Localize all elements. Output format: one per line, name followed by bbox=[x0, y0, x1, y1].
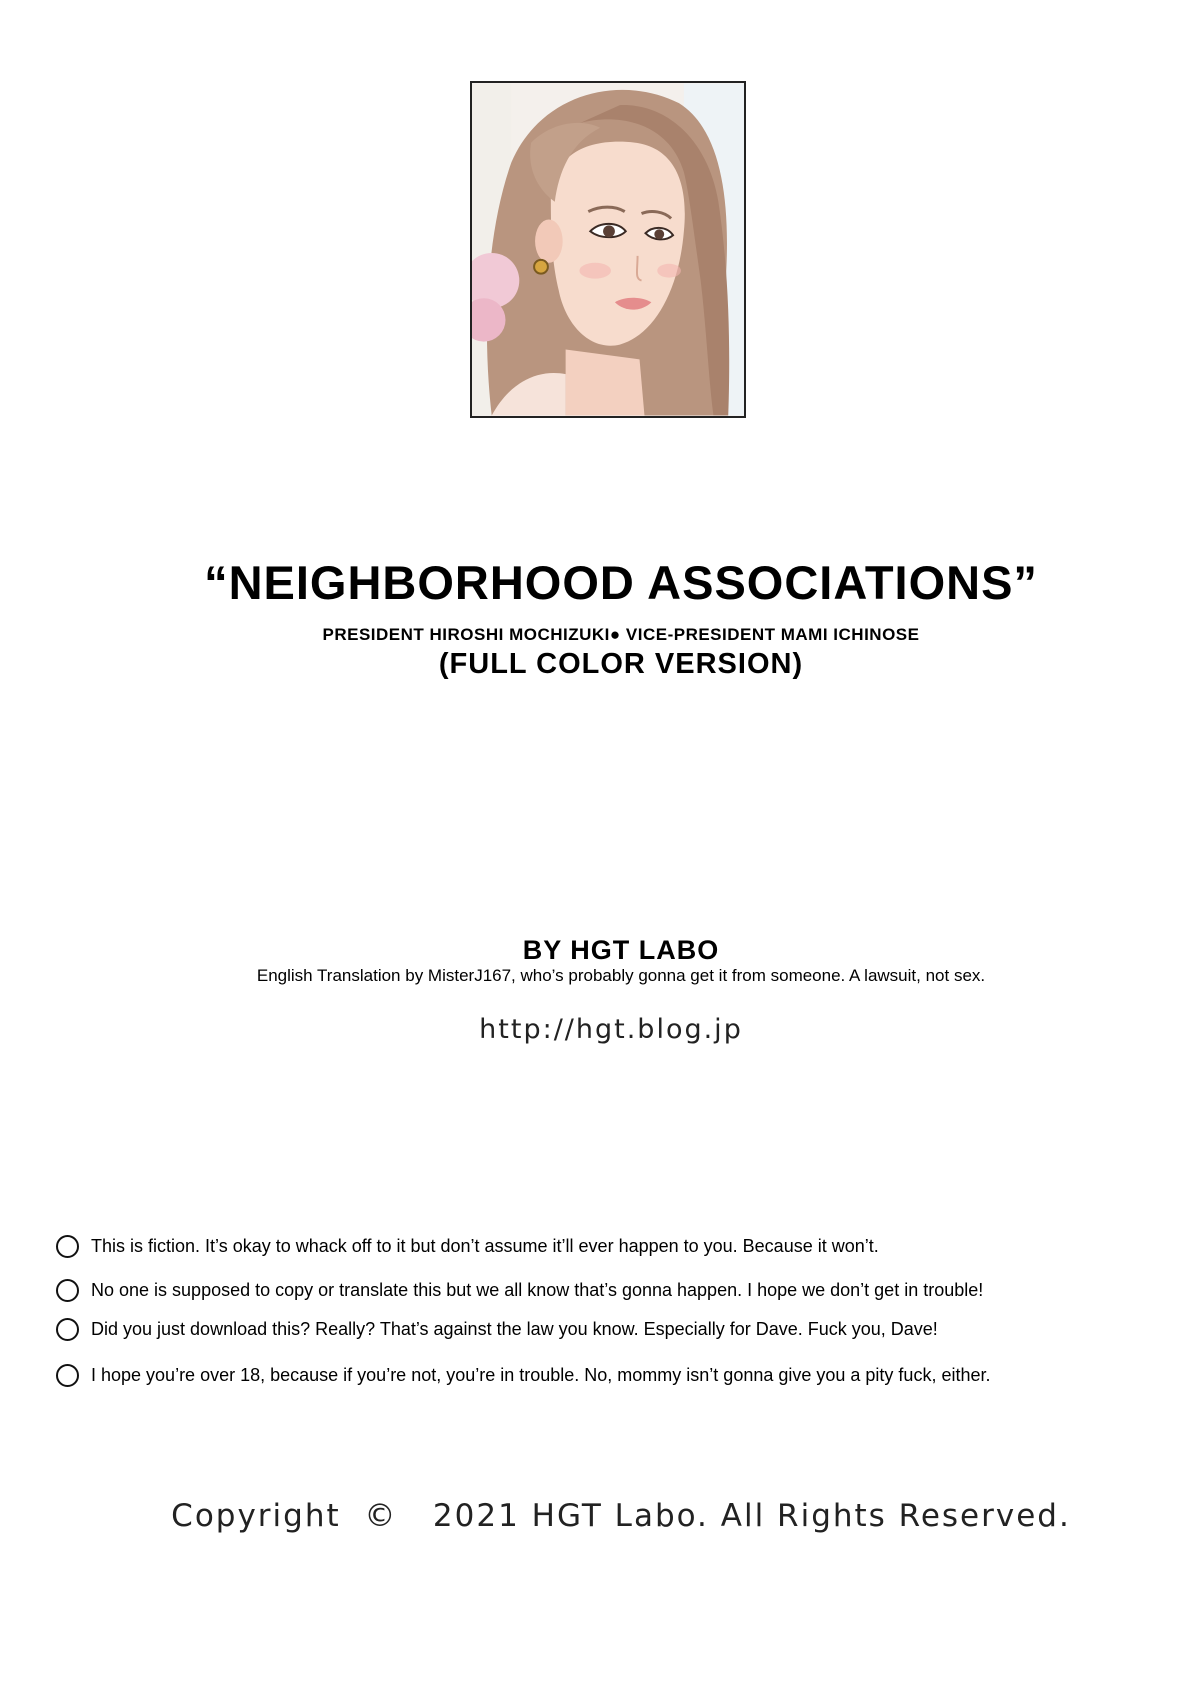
notice-text: No one is supposed to copy or translate this but we all know that’s gonna happen. I hope we don’t get in trouble! bbox=[91, 1280, 984, 1300]
notice-item bbox=[56, 1364, 990, 1387]
notice-item bbox=[56, 1279, 983, 1302]
circle-bullet-icon bbox=[56, 1318, 79, 1341]
author-credit: BY HGT LABO bbox=[522, 935, 720, 965]
notice-item bbox=[56, 1318, 938, 1341]
notice-text: I hope you’re over 18, because if you’re not, you’re in trouble. No, mommy isn’t gonna give you a pity fuck, either. bbox=[91, 1365, 991, 1385]
website-link[interactable]: http://hgt.blog.jp bbox=[479, 1014, 743, 1045]
circle-bullet-icon bbox=[56, 1279, 79, 1302]
notice-item bbox=[56, 1235, 879, 1258]
translation-credit: English Translation by MisterJ167, who’s probably gonna get it from someone. A lawsuit, not sex. bbox=[256, 966, 986, 985]
cover-subtitle: PRESIDENT HIROSHI MOCHIZUKI● VICE-PRESIDENT MAMI ICHINOSE bbox=[322, 625, 920, 644]
cover-portrait bbox=[470, 81, 746, 418]
cover-version: (FULL COLOR VERSION) bbox=[438, 648, 804, 680]
woman-portrait-illustration-icon bbox=[472, 83, 744, 416]
circle-bullet-icon bbox=[56, 1235, 79, 1258]
notice-text: Did you just download this? Really? That’s against the law you know. Especially for Dave. Fuck you, Dave! bbox=[91, 1319, 938, 1339]
copyright-notice: Copyright © 2021 HGT Labo. All Rights Reserved. bbox=[171, 1498, 1071, 1534]
notice-text: This is fiction. It’s okay to whack off to it but don’t assume it’ll ever happen to you. Because it won’t. bbox=[91, 1236, 879, 1256]
circle-bullet-icon bbox=[56, 1364, 79, 1387]
cover-title: “NEIGHBORHOOD ASSOCIATIONS” bbox=[204, 556, 1038, 609]
